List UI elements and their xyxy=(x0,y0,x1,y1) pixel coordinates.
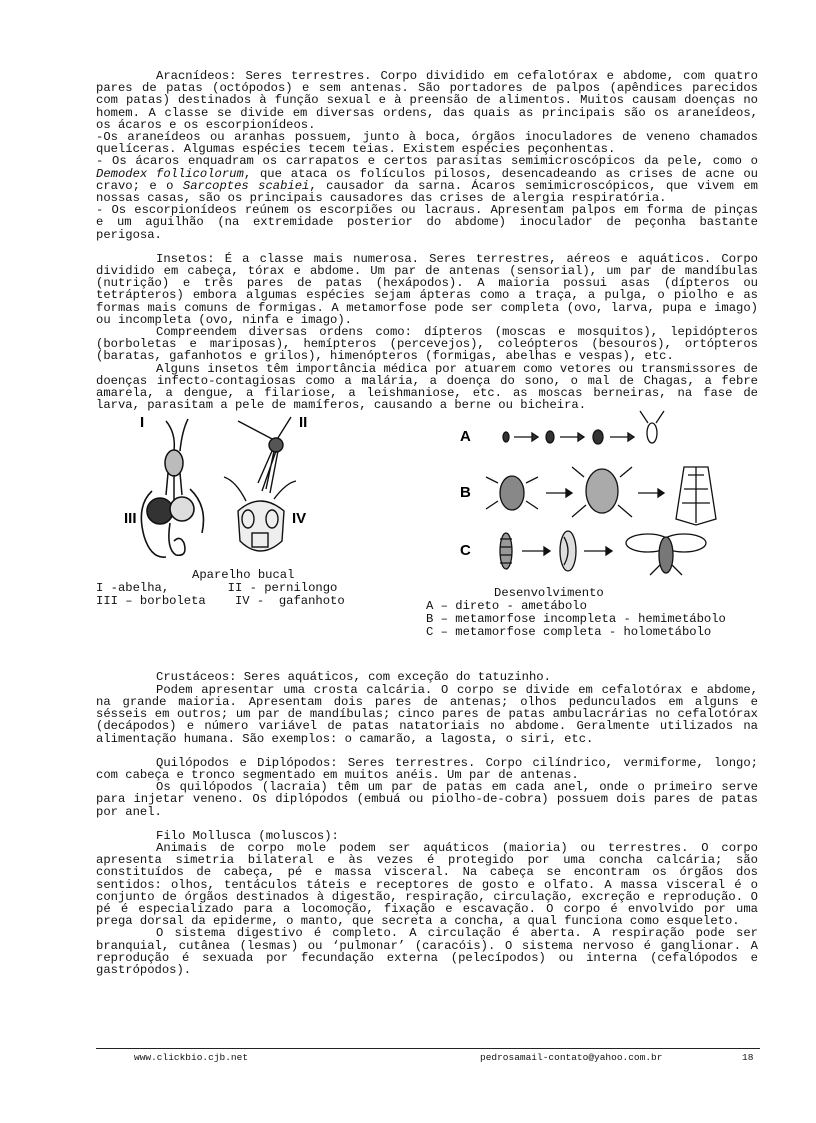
page-footer xyxy=(96,1048,760,1065)
development-caption-c: C – metamorfose completa - holometábolo xyxy=(426,625,712,640)
development-illustration xyxy=(426,405,766,580)
aracnideos-acaros: - Os ácaros enquadram os carrapatos e certos parasitas semimicroscópicos da pele, como o Demodex follicolorum, que ataca os folículos pilosos, desencadeando as crises de acne ou cravo; e o Sarcoptes scabiei, causador da sarna. Ácaros semimicroscópicos, que vivem em nossas casas, são os principais causadores das crises de alergia respiratória. xyxy=(96,154,758,206)
aracnideos-escorpionideos: - Os escorpionídeos reúnem os escorpiões ou lacraus. Apresentam palpos em forma de pinças e um aguilhão (na extremidade posterior do abdome) inoculador de peçonha bastante perigosa. xyxy=(96,203,758,242)
figure-label-a: A xyxy=(460,428,471,446)
aracnideos-araneideos: -Os araneídeos ou aranhas possuem, junto à boca, órgãos inoculadores de veneno chamados quelíceras. Algumas espécies tecem teias. Existem espécies peçonhentas. xyxy=(96,130,758,157)
mollusca-title: Filo Mollusca (moluscos): xyxy=(156,828,339,843)
quilopodos-body: Os quilópodos (lacraia) têm um par de patas em cada anel, onde o primeiro serve para injetar veneno. Os diplópodos (embuá ou piolho-de-cobra) possuem dois pares de patas por anel. xyxy=(96,780,758,819)
crustaceos-body: Podem apresentar uma crosta calcária. O corpo se divide em cefalotórax e abdome, na grande maioria. Apresentam dois pares de antenas; olhos pedunculados em alguns e sésseis em outros; um par de mandíbulas; cinco pares de patas ambulacrárias no cefalotórax (decápodos) e número variável de patas natatoriais no abdome. Geralmente utilizados na alimentação humana. São exemplos: o camarão, a lagosta, o siri, etc. xyxy=(96,682,758,746)
mouthparts-figure xyxy=(96,411,356,659)
aracnideos-intro: Aracnídeos: Seres terrestres. Corpo dividido em cefalotórax e abdome, com quatro pares de patas (octópodos) e sem antenas. São portadores de palpos (apêndices parecidos com patas) destinados à função sexual e à preensão de alimentos. Muitos causam doenças no homem. A classe se divide em diversas ordens, das quais as principais são os araneídeos, os ácaros e os escorpionídeos. xyxy=(96,69,758,132)
figures-row xyxy=(96,411,758,659)
figure-label-ii: II xyxy=(299,414,308,432)
quilopodos-intro: Quilópodos e Diplópodos: Seres terrestres. Corpo cilíndrico, vermiforme, longo; com cabeça e tronco segmentado em muitos anéis. Um par de antenas. xyxy=(96,755,758,782)
figure-label-c: C xyxy=(460,542,471,560)
figure-label-iv: IV xyxy=(292,510,307,528)
insetos-ordens: Compreendem diversas ordens como: dípteros (moscas e mosquitos), lepidópteros (borboletas e mariposas), hemípteros (percevejos), coleópteros (besouros), ortópteros (baratas, gafanhotos e grilos), himenópteros (formigas, abelhas e vespas), etc. xyxy=(96,325,758,364)
footer-email: pedrosamail-contato@yahoo.com.br xyxy=(480,1052,663,1063)
mollusca-sistemas: O sistema digestivo é completo. A circulação é aberta. A respiração pode ser branquial, cutânea (lesmas) ou ‘pulmonar’ (caracóis). O sistema nervoso é ganglionar. A reprodução é sexuada por fecundação externa (pelecípodos) ou interna (cefalópodos e gastrópodos). xyxy=(96,926,758,977)
figure-label-iii: III xyxy=(124,510,137,528)
crustaceos-intro: Crustáceos: Seres aquáticos, com exceção do tatuzinho. xyxy=(156,670,551,685)
development-caption-b: B – metamorfose incompleta - hemimetábolo xyxy=(426,612,726,627)
figure-label-b: B xyxy=(460,484,471,502)
mouthparts-caption-line2: III – borboleta IV - gafanhoto xyxy=(96,594,345,609)
development-caption-title: Desenvolvimento xyxy=(494,586,604,601)
page-number: 18 xyxy=(742,1052,754,1063)
insetos-importancia: Alguns insetos têm importância médica por atuarem como vetores ou transmissores de doenças infecto-contagiosas como a malária, a doença do sono, o mal de Chagas, a febre amarela, a dengue, a filariose, a leishmaniose, etc. as moscas berneiras, na fase de larva, parasitam a pele de mamíferos, causando a berne ou bicheira. xyxy=(96,361,758,413)
development-caption-a: A – direto - ametábolo xyxy=(426,599,587,614)
development-figure xyxy=(426,405,766,659)
mouthparts-illustration xyxy=(96,411,356,576)
page-content xyxy=(96,70,758,976)
figure-label-i: I xyxy=(140,414,145,432)
mouthparts-caption-line1: I -abelha, II - pernilongo xyxy=(96,581,338,596)
mouthparts-caption-title: Aparelho bucal xyxy=(192,568,295,583)
mollusca-body: Animais de corpo mole podem ser aquáticos (maioria) ou terrestres. O corpo apresenta simetria bilateral e às vezes é protegido por uma concha calcária; são constituídos de cabeça, pé e massa visceral. Na cabeça se encontram os órgãos dos sentidos: olhos, tentáculos táteis e receptores de gosto e olfato. A massa visceral é o conjunto de órgãos destinados à digestão, respiração, circulação, excreção e reprodução. O pé é especializado para a locomoção, fixação e escavação. O corpo é envolvido por uma prega dorsal da epiderme, o manto, que secreta a concha, a qual funciona como esqueleto. xyxy=(96,840,758,929)
insetos-intro: Insetos: É a classe mais numerosa. Seres terrestres, aéreos e aquáticos. Corpo dividido em cabeça, tórax e abdome. Um par de antenas (sensorial), um par de mandíbulas (nutrição) e três pares de patas (hexápodos). A maioria possui asas (dípteros ou tetrápteros) embora algumas espécies sejam ápteras como a traça, a pulga, o piolho e as formas mais comuns de formigas. A metamorfose pode ser completa (ovo, larva, pupa e imago) ou incompleta (ovo, ninfa e imago). xyxy=(96,251,758,327)
footer-site: www.clickbio.cjb.net xyxy=(134,1052,249,1063)
